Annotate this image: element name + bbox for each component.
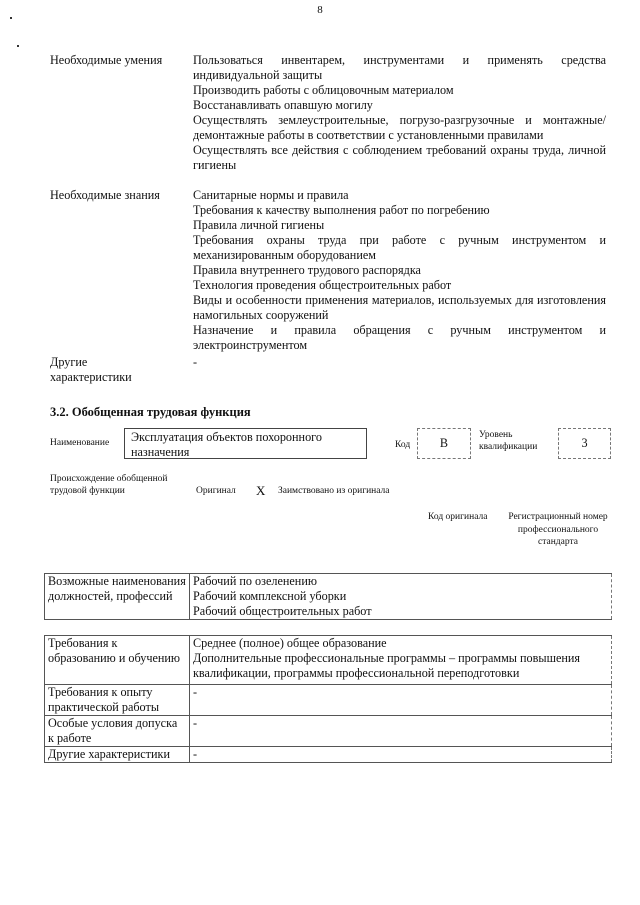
section-title: 3.2. Обобщенная трудовая функция — [50, 405, 251, 419]
position-item: Рабочий комплексной уборки — [193, 589, 347, 603]
skills-list — [193, 53, 606, 173]
borrowed-label: Заимствовано из оригинала — [278, 486, 390, 496]
original-mark: X — [256, 483, 266, 498]
level-box — [558, 428, 611, 459]
reg-number-label: Регистрационный номер профессионального стандарта — [508, 512, 608, 547]
position-item: Рабочий по озеленению — [193, 574, 317, 588]
knowledge-item: Назначение и правила обращения с ручным инструментом и электроинструментом — [193, 323, 606, 352]
name-label: Наименование — [50, 438, 110, 448]
table-row — [45, 716, 612, 747]
skill-item: Осуществлять землеустроительные, погрузо-разгрузочные и монтажные/демонтажные работы в соответствии с установленными правилами — [193, 113, 606, 142]
requirements-table — [44, 635, 612, 763]
requirement-value-cell — [190, 685, 612, 716]
skill-item: Восстанавливать опавшую могилу — [193, 98, 373, 112]
skill-item: Осуществлять все действия с соблюдением требований охраны труда, личной гигиены — [193, 143, 606, 172]
positions-table — [44, 573, 612, 620]
knowledge-item: Правила личной гигиены — [193, 218, 325, 232]
skill-item: Пользоваться инвентарем, инструментами и применять средства индивидуальной защиты — [193, 53, 606, 82]
requirement-label: Особые условия допуска к работе — [48, 716, 178, 745]
requirement-value-cell — [190, 636, 612, 685]
requirement-label: Требования к опыту практической работы — [48, 685, 160, 714]
requirement-label-cell — [45, 747, 190, 763]
knowledge-item: Требования охраны труда при работе с ручным инструментом и механизированным оборудованием — [193, 233, 606, 262]
requirement-label: Требования к образованию и обучению — [48, 636, 181, 665]
code-label: Код — [395, 440, 411, 450]
requirement-value-cell — [190, 747, 612, 763]
skills-label: Необходимые умения — [50, 53, 163, 67]
table-row — [45, 636, 612, 685]
other-characteristics-value: - — [193, 355, 198, 369]
margin-speck — [10, 17, 12, 19]
knowledge-item: Санитарные нормы и правила — [193, 188, 349, 202]
knowledge-item: Технология проведения общестроительных работ — [193, 278, 452, 292]
requirement-value: - — [193, 716, 198, 730]
knowledge-item: Правила внутреннего трудового распорядка — [193, 263, 421, 277]
requirement-value: Дополнительные профессиональные программы – программы повышения квалификации, программы профессиональной переподготовки — [193, 651, 581, 680]
level-label: Уровень квалификации — [479, 430, 538, 452]
code-box — [417, 428, 471, 459]
function-name-box — [124, 428, 367, 459]
code-value: B — [439, 436, 449, 450]
origin-label: Происхождение обобщенной трудовой функции — [50, 474, 168, 496]
level-value: 3 — [581, 436, 588, 450]
positions-values-cell — [190, 574, 612, 620]
requirement-label-cell — [45, 716, 190, 747]
positions-label-cell — [45, 574, 190, 620]
requirement-value-cell — [190, 716, 612, 747]
skill-item: Производить работы с облицовочным материалом — [193, 83, 454, 97]
requirement-value: Среднее (полное) общее образование — [193, 636, 387, 650]
original-label: Оригинал — [196, 486, 236, 496]
page-number: 8 — [317, 4, 323, 16]
requirement-label: Другие характеристики — [48, 747, 170, 761]
function-name-value: Эксплуатация объектов похоронного назначения — [131, 430, 322, 459]
positions-label: Возможные наименования должностей, профессий — [48, 574, 186, 603]
code-original-label: Код оригинала — [428, 512, 488, 522]
requirement-label-cell — [45, 636, 190, 685]
knowledge-item: Виды и особенности применения материалов, используемых для изготовления намогильных сооружений — [193, 293, 606, 322]
requirement-label-cell — [45, 685, 190, 716]
table-row — [45, 685, 612, 716]
requirement-value: - — [193, 747, 198, 761]
knowledge-list — [193, 188, 606, 353]
knowledge-label: Необходимые знания — [50, 188, 160, 202]
table-row — [45, 747, 612, 763]
margin-speck — [17, 45, 19, 47]
position-item: Рабочий общестроительных работ — [193, 604, 372, 618]
requirement-value: - — [193, 685, 198, 699]
knowledge-item: Требования к качеству выполнения работ по погребению — [193, 203, 490, 217]
other-characteristics-label: Другие характеристики — [50, 355, 132, 384]
